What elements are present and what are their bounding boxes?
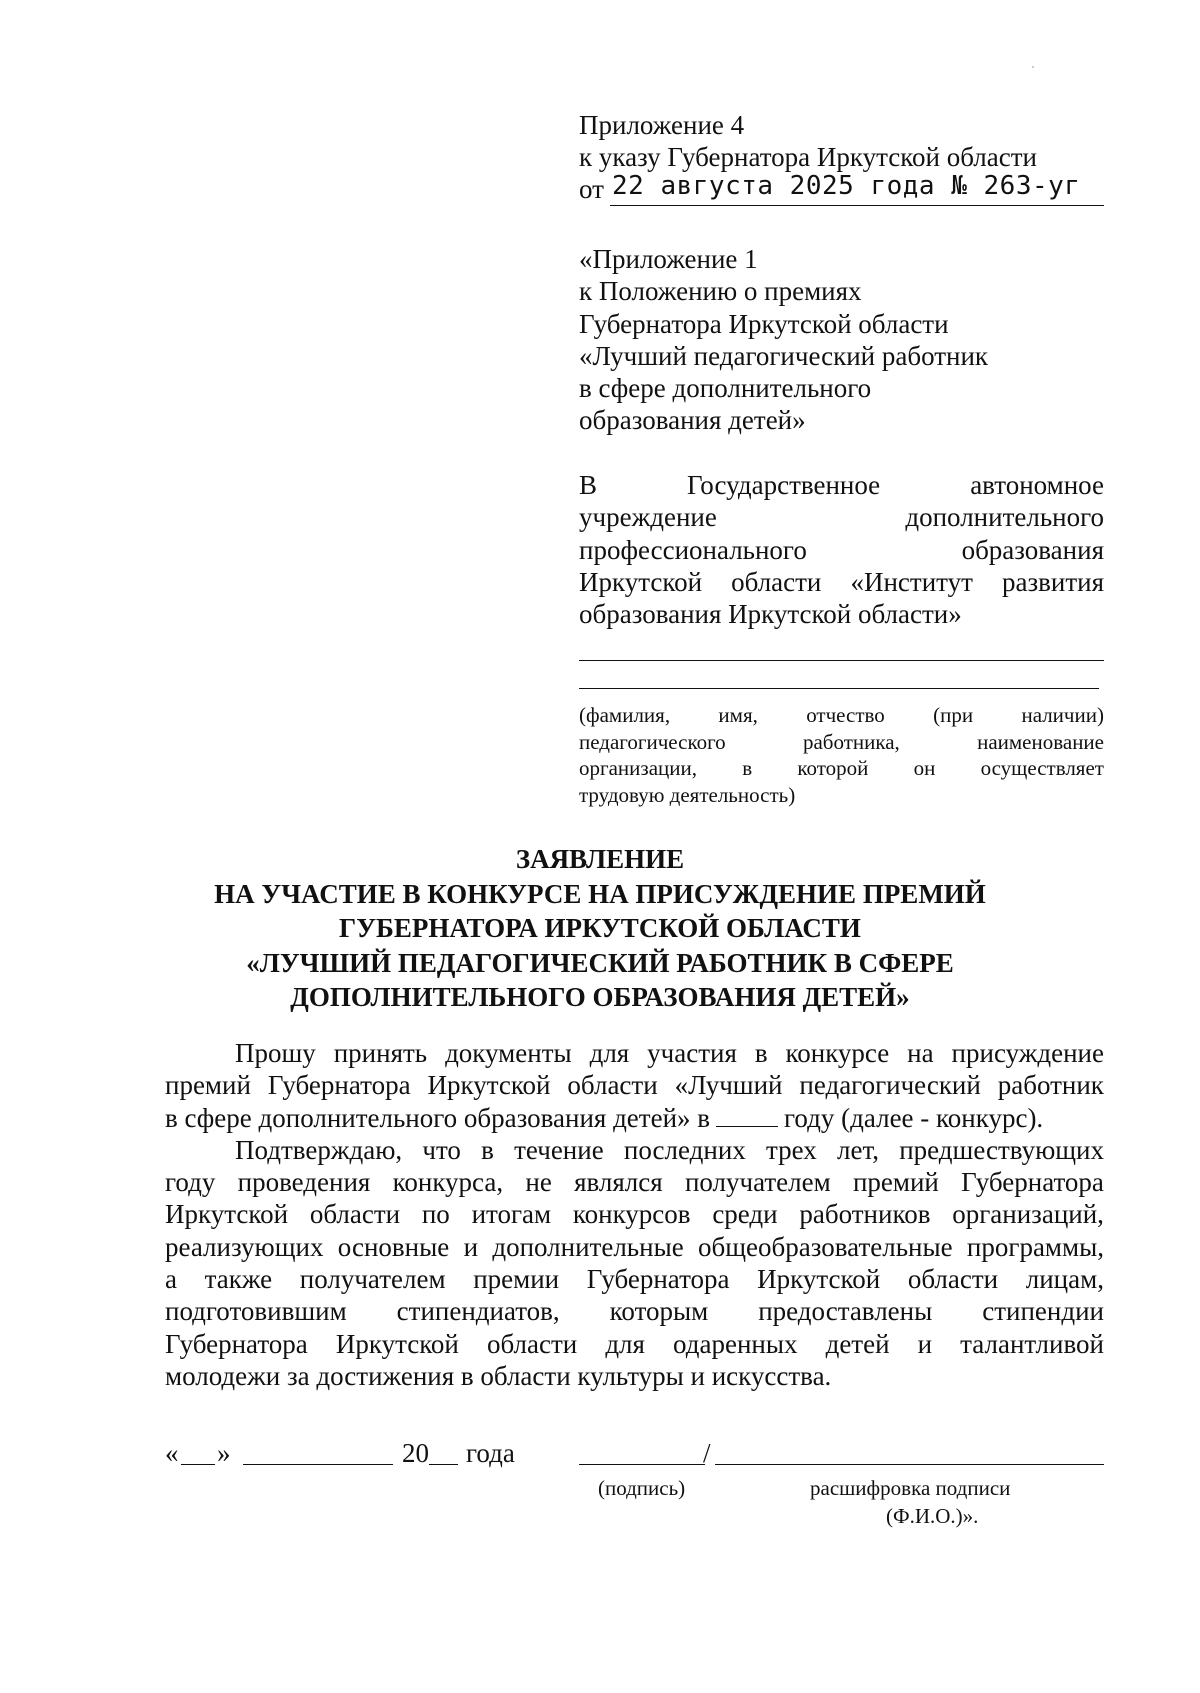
word: области <box>907 1264 999 1295</box>
word: последних <box>623 1134 746 1165</box>
month-field[interactable] <box>243 1464 393 1465</box>
hint-line-1 <box>579 702 1104 729</box>
addressee-line-2 <box>579 501 1104 533</box>
addressee-line-3 <box>579 534 1104 566</box>
word: для <box>605 1328 645 1359</box>
appendix1-line: «Лучший педагогический работник <box>579 340 989 371</box>
addressee-line-5: образования Иркутской области» <box>579 599 962 630</box>
word: детей <box>825 1328 890 1359</box>
word: Губернатора <box>165 1328 308 1359</box>
appendix1-line: в сфере дополнительного <box>579 373 872 404</box>
word: Государственное <box>687 470 881 500</box>
word: конкурса, <box>392 1167 504 1198</box>
word: получателем <box>299 1264 446 1295</box>
signature-label: (подпись) <box>598 1476 686 1500</box>
word: (при <box>933 703 974 727</box>
appendix1-block <box>579 243 988 437</box>
word: области <box>486 1328 578 1359</box>
word: работник <box>997 1070 1104 1101</box>
decree-reference: к указу Губернатора Иркутской области <box>579 142 1037 172</box>
word: являлся <box>574 1167 663 1198</box>
word: которым <box>609 1296 709 1327</box>
year-word: года <box>466 1438 515 1468</box>
word: образования <box>961 534 1104 565</box>
statement-body <box>165 1037 1104 1392</box>
p2-line-3 <box>165 1198 1104 1230</box>
hint-line-2 <box>579 729 1104 756</box>
day-quote-open: « <box>165 1438 179 1468</box>
word: Иркутской <box>335 1328 459 1359</box>
word: также <box>204 1264 273 1295</box>
word: имя, <box>718 703 758 727</box>
word: Губернатора <box>961 1167 1104 1198</box>
p1-line-3 <box>165 1102 1104 1134</box>
hint-line-3 <box>579 755 1104 782</box>
word: области <box>567 1070 658 1101</box>
word: стипендиатов, <box>396 1296 560 1327</box>
word: конкурсе <box>785 1038 890 1068</box>
word: течение <box>514 1134 604 1165</box>
word: на <box>907 1038 934 1068</box>
word: общеобразовательные <box>698 1231 953 1262</box>
word: стипендии <box>982 1296 1104 1327</box>
word: одаренных <box>673 1328 798 1359</box>
word: и <box>917 1328 933 1359</box>
word: В <box>579 470 598 500</box>
signature-slash: / <box>703 1438 711 1468</box>
word: отчество <box>806 703 885 727</box>
word: автономное <box>970 470 1104 500</box>
p2-line-7 <box>165 1328 1104 1360</box>
word: дополнительного <box>905 502 1104 533</box>
applicant-name-field[interactable] <box>579 660 1104 661</box>
word: лет, <box>837 1134 879 1165</box>
word: по <box>421 1199 450 1230</box>
appendix-number: Приложение 4 <box>579 110 745 140</box>
word: конкурсов <box>572 1199 691 1230</box>
word: наименование <box>977 729 1104 754</box>
word: он <box>913 756 936 780</box>
appendix1-line: образования детей» <box>579 405 806 436</box>
word: участия <box>647 1038 737 1068</box>
p2-line-6 <box>165 1295 1104 1327</box>
word: Прошу <box>235 1038 316 1068</box>
word: Губернатора <box>586 1264 730 1295</box>
date-underline <box>610 205 1104 206</box>
addressee-line-1 <box>579 469 1104 501</box>
word: Подтверждаю, <box>235 1134 403 1165</box>
day-quote-close: » <box>217 1438 231 1468</box>
hint-line-4: трудовую деятельность) <box>579 782 796 807</box>
appendix1-line: Губернатора Иркутской области <box>579 308 949 339</box>
word: в <box>742 756 753 780</box>
fio-label: (Ф.И.О.)». <box>886 1504 979 1528</box>
word: для <box>589 1038 630 1068</box>
signature-row <box>165 1437 1104 1477</box>
word: не <box>525 1167 552 1198</box>
applicant-org-field[interactable] <box>579 688 1099 689</box>
word: талантливой <box>960 1328 1104 1359</box>
decode-label: расшифровка подписи <box>810 1476 1011 1500</box>
word: организации, <box>579 756 697 780</box>
word: развития <box>1001 566 1104 597</box>
word: что <box>422 1134 461 1165</box>
word: в <box>481 1134 494 1165</box>
word: педагогического <box>579 729 726 754</box>
word: трех <box>766 1134 817 1165</box>
word: и <box>463 1231 479 1262</box>
scan-speck <box>1032 66 1034 68</box>
word: дополнительные <box>492 1231 684 1262</box>
document-title <box>150 842 1050 1015</box>
applicant-hint <box>579 702 1104 808</box>
word: проведения <box>237 1167 371 1198</box>
word: осуществляет <box>980 756 1104 780</box>
word: области <box>309 1199 401 1230</box>
word: году <box>165 1167 216 1198</box>
word: Иркутской <box>757 1264 881 1295</box>
title-line: НА УЧАСТИЕ В КОНКУРСЕ НА ПРИСУЖДЕНИЕ ПРЕМИЙ <box>214 878 986 909</box>
year-prefix: 20 <box>402 1438 429 1468</box>
word: «Лучший <box>674 1070 783 1101</box>
signature-decode-field[interactable] <box>715 1464 1104 1465</box>
word: в <box>754 1038 768 1068</box>
p2-line-1 <box>165 1134 1104 1166</box>
word: предоставлены <box>758 1296 933 1327</box>
word: учреждение <box>579 502 717 533</box>
word: педагогический <box>799 1070 981 1101</box>
appendix1-line: к Положению о премиях <box>579 276 862 307</box>
word: премии <box>473 1264 560 1295</box>
title-line: ЗАЯВЛЕНИЕ <box>515 844 685 874</box>
word: работников <box>799 1199 931 1230</box>
text-fragment: в сфере дополнительного образования детей» в <box>165 1102 711 1133</box>
p2-line-4 <box>165 1231 1104 1263</box>
word: итогам <box>471 1199 552 1230</box>
word: Иркутской <box>579 566 703 597</box>
word: подготовившим <box>165 1296 347 1327</box>
year-blank-field[interactable] <box>716 1104 778 1127</box>
p1-line-2 <box>165 1069 1104 1101</box>
word: Губернатора <box>267 1070 411 1101</box>
appendix1-line: «Приложение 1 <box>579 244 758 274</box>
word: присуждение <box>951 1038 1104 1068</box>
decree-date-number: 22 августа 2025 года № 263-уг <box>612 171 1081 201</box>
p2-line-8: молодежи за достижения в области культуры и искусства. <box>165 1360 832 1391</box>
word: среди <box>712 1199 778 1230</box>
word: организаций, <box>952 1199 1104 1230</box>
text-fragment: году (далее - конкурс). <box>784 1102 1044 1133</box>
title-line: ГУБЕРНАТОРА ИРКУТСКОЙ ОБЛАСТИ <box>339 913 861 943</box>
word: получателем <box>684 1167 831 1198</box>
p1-line-1 <box>165 1037 1104 1069</box>
word: документы <box>445 1038 572 1068</box>
addressee-block <box>579 469 1104 630</box>
year-field[interactable] <box>429 1464 458 1465</box>
day-field[interactable] <box>181 1464 215 1465</box>
p2-line-5 <box>165 1263 1104 1295</box>
word: области <box>731 566 822 597</box>
p2-line-2 <box>165 1166 1104 1198</box>
addressee-line-4 <box>579 566 1104 598</box>
word: Иркутской <box>427 1070 551 1101</box>
date-prefix: от <box>579 174 604 204</box>
word: принять <box>333 1038 428 1068</box>
signature-field[interactable] <box>579 1464 705 1465</box>
word: премий <box>165 1070 251 1101</box>
word: профессионального <box>579 534 807 565</box>
word: премий <box>852 1167 939 1198</box>
word: основные <box>337 1231 450 1262</box>
word: а <box>165 1264 177 1295</box>
word: которой <box>797 756 869 780</box>
word: (фамилия, <box>579 703 671 727</box>
word: предшествующих <box>899 1134 1104 1165</box>
word: Иркутской <box>165 1199 289 1230</box>
title-line: ДОПОЛНИТЕЛЬНОГО ОБРАЗОВАНИЯ ДЕТЕЙ» <box>290 982 910 1012</box>
title-line: «ЛУЧШИЙ ПЕДАГОГИЧЕСКИЙ РАБОТНИК В СФЕРЕ <box>246 947 954 978</box>
word: «Институт <box>850 566 973 597</box>
word: лицам, <box>1025 1264 1104 1295</box>
word: работника, <box>802 729 900 754</box>
word: наличии) <box>1021 703 1104 727</box>
word: программы, <box>966 1231 1104 1262</box>
word: реализующих <box>165 1231 324 1262</box>
